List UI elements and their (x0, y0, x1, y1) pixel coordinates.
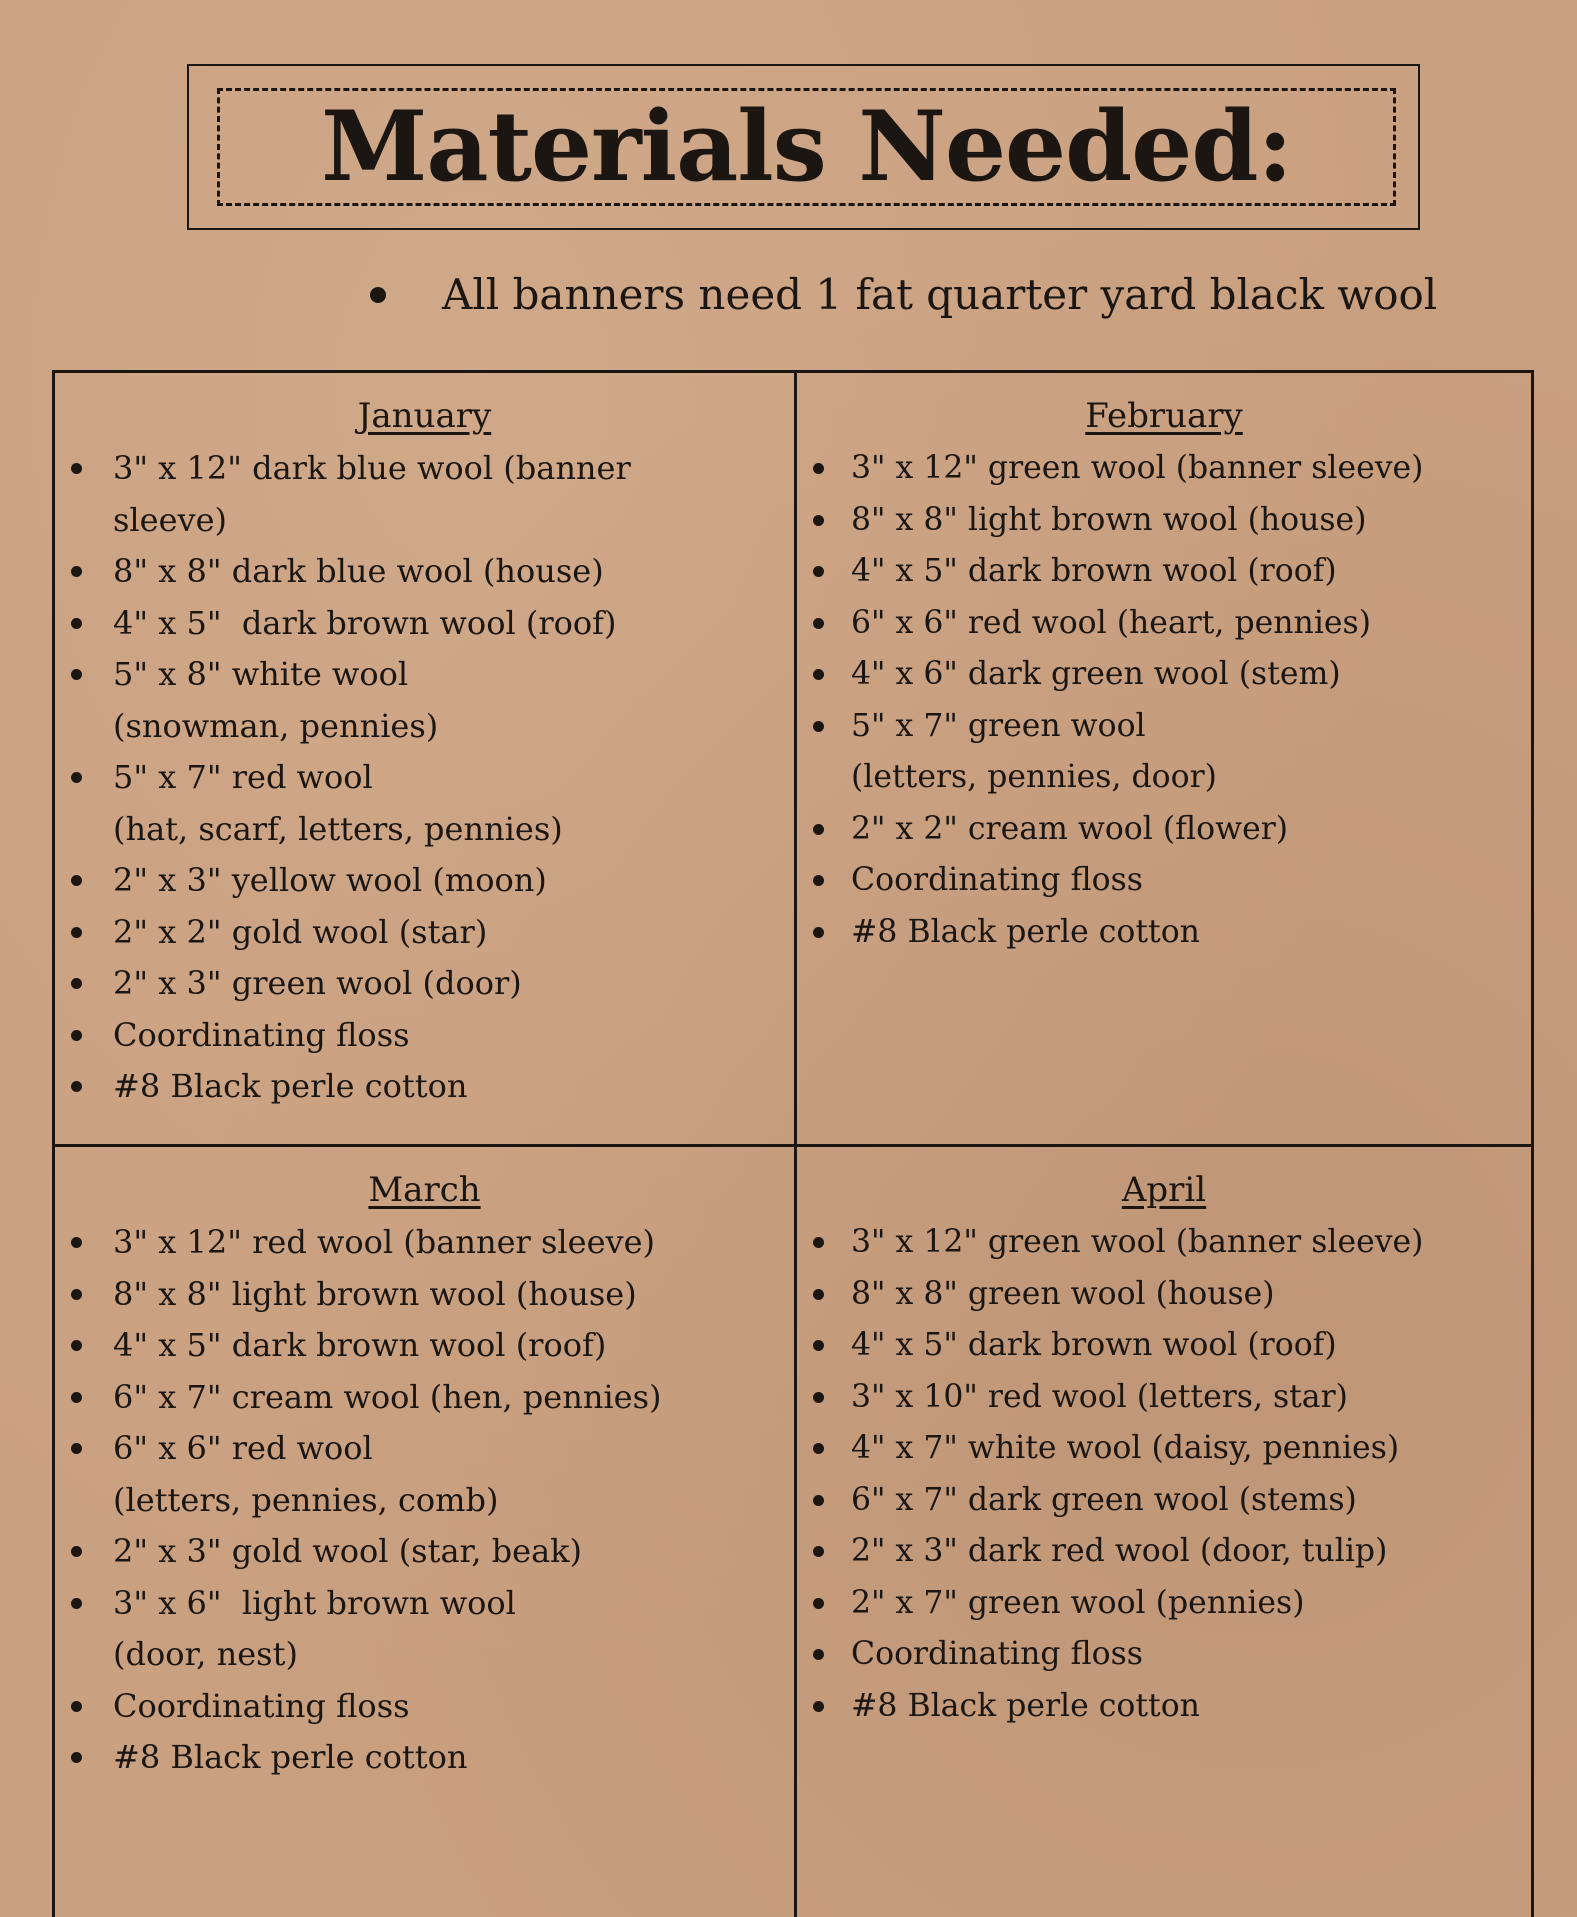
materials-list (797, 443, 1531, 958)
list-item (797, 855, 1531, 907)
list-item (55, 1269, 794, 1321)
bullet-icon (71, 566, 82, 577)
item-text: #8 Black perle cotton (851, 1687, 1200, 1724)
intro-text: All banners need 1 fat quarter yard black wool (442, 270, 1438, 319)
item-text: 3" x 12" dark blue wool (banner sleeve) (113, 449, 631, 539)
bullet-icon (71, 1340, 82, 1351)
bullet-icon (813, 824, 824, 835)
list-item (797, 443, 1531, 495)
bullet-icon (813, 515, 824, 526)
list-item (797, 1475, 1531, 1527)
item-text: 6" x 7" dark green wool (stems) (851, 1481, 1357, 1518)
bullet-icon (71, 1443, 82, 1454)
list-item (55, 1681, 794, 1733)
item-text: Coordinating floss (113, 1015, 410, 1054)
item-text: 5" x 7" green wool (letters, pennies, door) (851, 707, 1217, 795)
bullet-icon (813, 669, 824, 680)
bullet-icon (813, 1340, 824, 1351)
item-text: 2" x 3" yellow wool (moon) (113, 861, 547, 899)
bullet-icon (813, 1443, 824, 1454)
list-item (55, 958, 794, 1010)
bullet-icon (813, 463, 824, 474)
title-frame (187, 64, 1420, 230)
bullet-icon (71, 927, 82, 938)
list-item (55, 1732, 794, 1784)
bullet-icon (71, 1546, 82, 1557)
bullet-icon (813, 618, 824, 629)
month-cell-february (797, 373, 1531, 1144)
list-item (55, 1320, 794, 1372)
bullet-icon (71, 1598, 82, 1609)
page-title: Materials Needed: (321, 90, 1292, 203)
list-item (55, 1372, 794, 1424)
list-item (55, 546, 794, 598)
bullet-icon (71, 1392, 82, 1403)
list-item (55, 1010, 794, 1062)
bullet-icon (813, 566, 824, 577)
list-item (55, 1578, 794, 1681)
item-text: 2" x 3" gold wool (star, beak) (113, 1532, 583, 1570)
bullet-icon (71, 875, 82, 886)
bullet-icon (71, 1030, 82, 1041)
list-item (55, 1526, 794, 1578)
item-text: 8" x 8" light brown wool (house) (851, 501, 1367, 538)
list-item (55, 649, 794, 752)
list-item (797, 1320, 1531, 1372)
item-text: 4" x 6" dark green wool (stem) (851, 656, 1341, 692)
list-item (55, 598, 794, 650)
intro-line (370, 270, 1437, 319)
bullet-icon (71, 463, 82, 474)
item-text: 2" x 3" green wool (door) (113, 964, 522, 1002)
item-text: 2" x 2" gold wool (star) (113, 912, 488, 951)
item-text: 2" x 3" dark red wool (door, tulip) (851, 1533, 1388, 1569)
item-text: 8" x 8" green wool (house) (851, 1275, 1275, 1312)
list-item (797, 701, 1531, 804)
bullet-icon (813, 875, 824, 886)
materials-table (52, 370, 1534, 1917)
item-text: 3" x 12" green wool (banner sleeve) (851, 1224, 1424, 1260)
list-item (797, 1423, 1531, 1475)
list-item (797, 1526, 1531, 1578)
list-item (55, 1061, 794, 1113)
list-item (797, 649, 1531, 701)
month-heading: February (1085, 396, 1243, 436)
bullet-icon (71, 1237, 82, 1248)
list-item (797, 1269, 1531, 1321)
bullet-icon (813, 1649, 824, 1660)
bullet-icon (813, 1546, 824, 1557)
bullet-icon (813, 927, 824, 938)
item-text: 4" x 5" dark brown wool (roof) (113, 1326, 607, 1364)
item-text: Coordinating floss (113, 1686, 410, 1725)
month-cell-january (55, 373, 794, 1144)
item-text: 3" x 12" red wool (banner sleeve) (113, 1223, 655, 1261)
bullet-icon (813, 1598, 824, 1609)
item-text: 4" x 5" dark brown wool (roof) (851, 553, 1337, 589)
list-item (55, 752, 794, 855)
item-text: 4" x 7" white wool (daisy, pennies) (851, 1430, 1400, 1466)
bullet-icon (71, 1752, 82, 1763)
materials-list (55, 1217, 794, 1784)
bullet-icon (71, 669, 82, 680)
list-item (797, 1217, 1531, 1269)
list-item (55, 1423, 794, 1526)
item-text: #8 Black perle cotton (113, 1738, 468, 1776)
list-item (797, 495, 1531, 547)
list-item (55, 443, 794, 546)
bullet-icon (71, 978, 82, 989)
item-text: 5" x 7" red wool (hat, scarf, letters, pennies) (113, 758, 563, 848)
item-text: 8" x 8" light brown wool (house) (113, 1274, 637, 1313)
list-item (797, 804, 1531, 856)
bullet-icon (71, 1701, 82, 1712)
list-item (797, 546, 1531, 598)
bullet-icon (71, 772, 82, 783)
item-text: 3" x 12" green wool (banner sleeve) (851, 450, 1424, 486)
item-text: #8 Black perle cotton (113, 1067, 468, 1105)
list-item (797, 1578, 1531, 1630)
bullet-icon (813, 1495, 824, 1506)
item-text: 6" x 6" red wool (letters, pennies, comb) (113, 1429, 499, 1519)
item-text: 6" x 6" red wool (heart, pennies) (851, 604, 1372, 641)
list-item (797, 907, 1531, 959)
list-item (797, 1681, 1531, 1733)
bullet-icon (71, 1081, 82, 1092)
list-item (55, 907, 794, 959)
month-cell-march (55, 1147, 794, 1917)
bullet-icon (813, 1701, 824, 1712)
item-text: 2" x 7" green wool (pennies) (851, 1584, 1305, 1621)
item-text: #8 Black perle cotton (851, 913, 1200, 950)
list-item (55, 1217, 794, 1269)
item-text: 3" x 6" light brown wool (door, nest) (113, 1583, 516, 1673)
item-text: 2" x 2" cream wool (flower) (851, 810, 1289, 847)
materials-list (55, 443, 794, 1113)
bullet-icon (71, 1289, 82, 1300)
materials-list (797, 1217, 1531, 1732)
bullet-icon (813, 721, 824, 732)
list-item (55, 855, 794, 907)
bullet-icon (813, 1237, 824, 1248)
month-heading: April (1121, 1170, 1207, 1210)
list-item (797, 598, 1531, 650)
bullet-icon (813, 1392, 824, 1403)
item-text: 8" x 8" dark blue wool (house) (113, 552, 604, 590)
item-text: 3" x 10" red wool (letters, star) (851, 1378, 1348, 1415)
list-item (797, 1372, 1531, 1424)
bullet-icon (71, 618, 82, 629)
item-text: Coordinating floss (851, 1636, 1143, 1672)
title-dashed-border (217, 88, 1396, 206)
month-heading: March (368, 1170, 481, 1210)
item-text: 4" x 5" dark brown wool (roof) (851, 1327, 1337, 1363)
month-cell-april (797, 1147, 1531, 1917)
item-text: 5" x 8" white wool (snowman, pennies) (113, 655, 439, 745)
list-item (797, 1629, 1531, 1681)
bullet-icon (370, 287, 386, 303)
item-text: 4" x 5" dark brown wool (roof) (113, 603, 617, 642)
bullet-icon (813, 1289, 824, 1300)
month-heading: January (357, 396, 492, 436)
item-text: 6" x 7" cream wool (hen, pennies) (113, 1377, 662, 1416)
item-text: Coordinating floss (851, 862, 1143, 898)
